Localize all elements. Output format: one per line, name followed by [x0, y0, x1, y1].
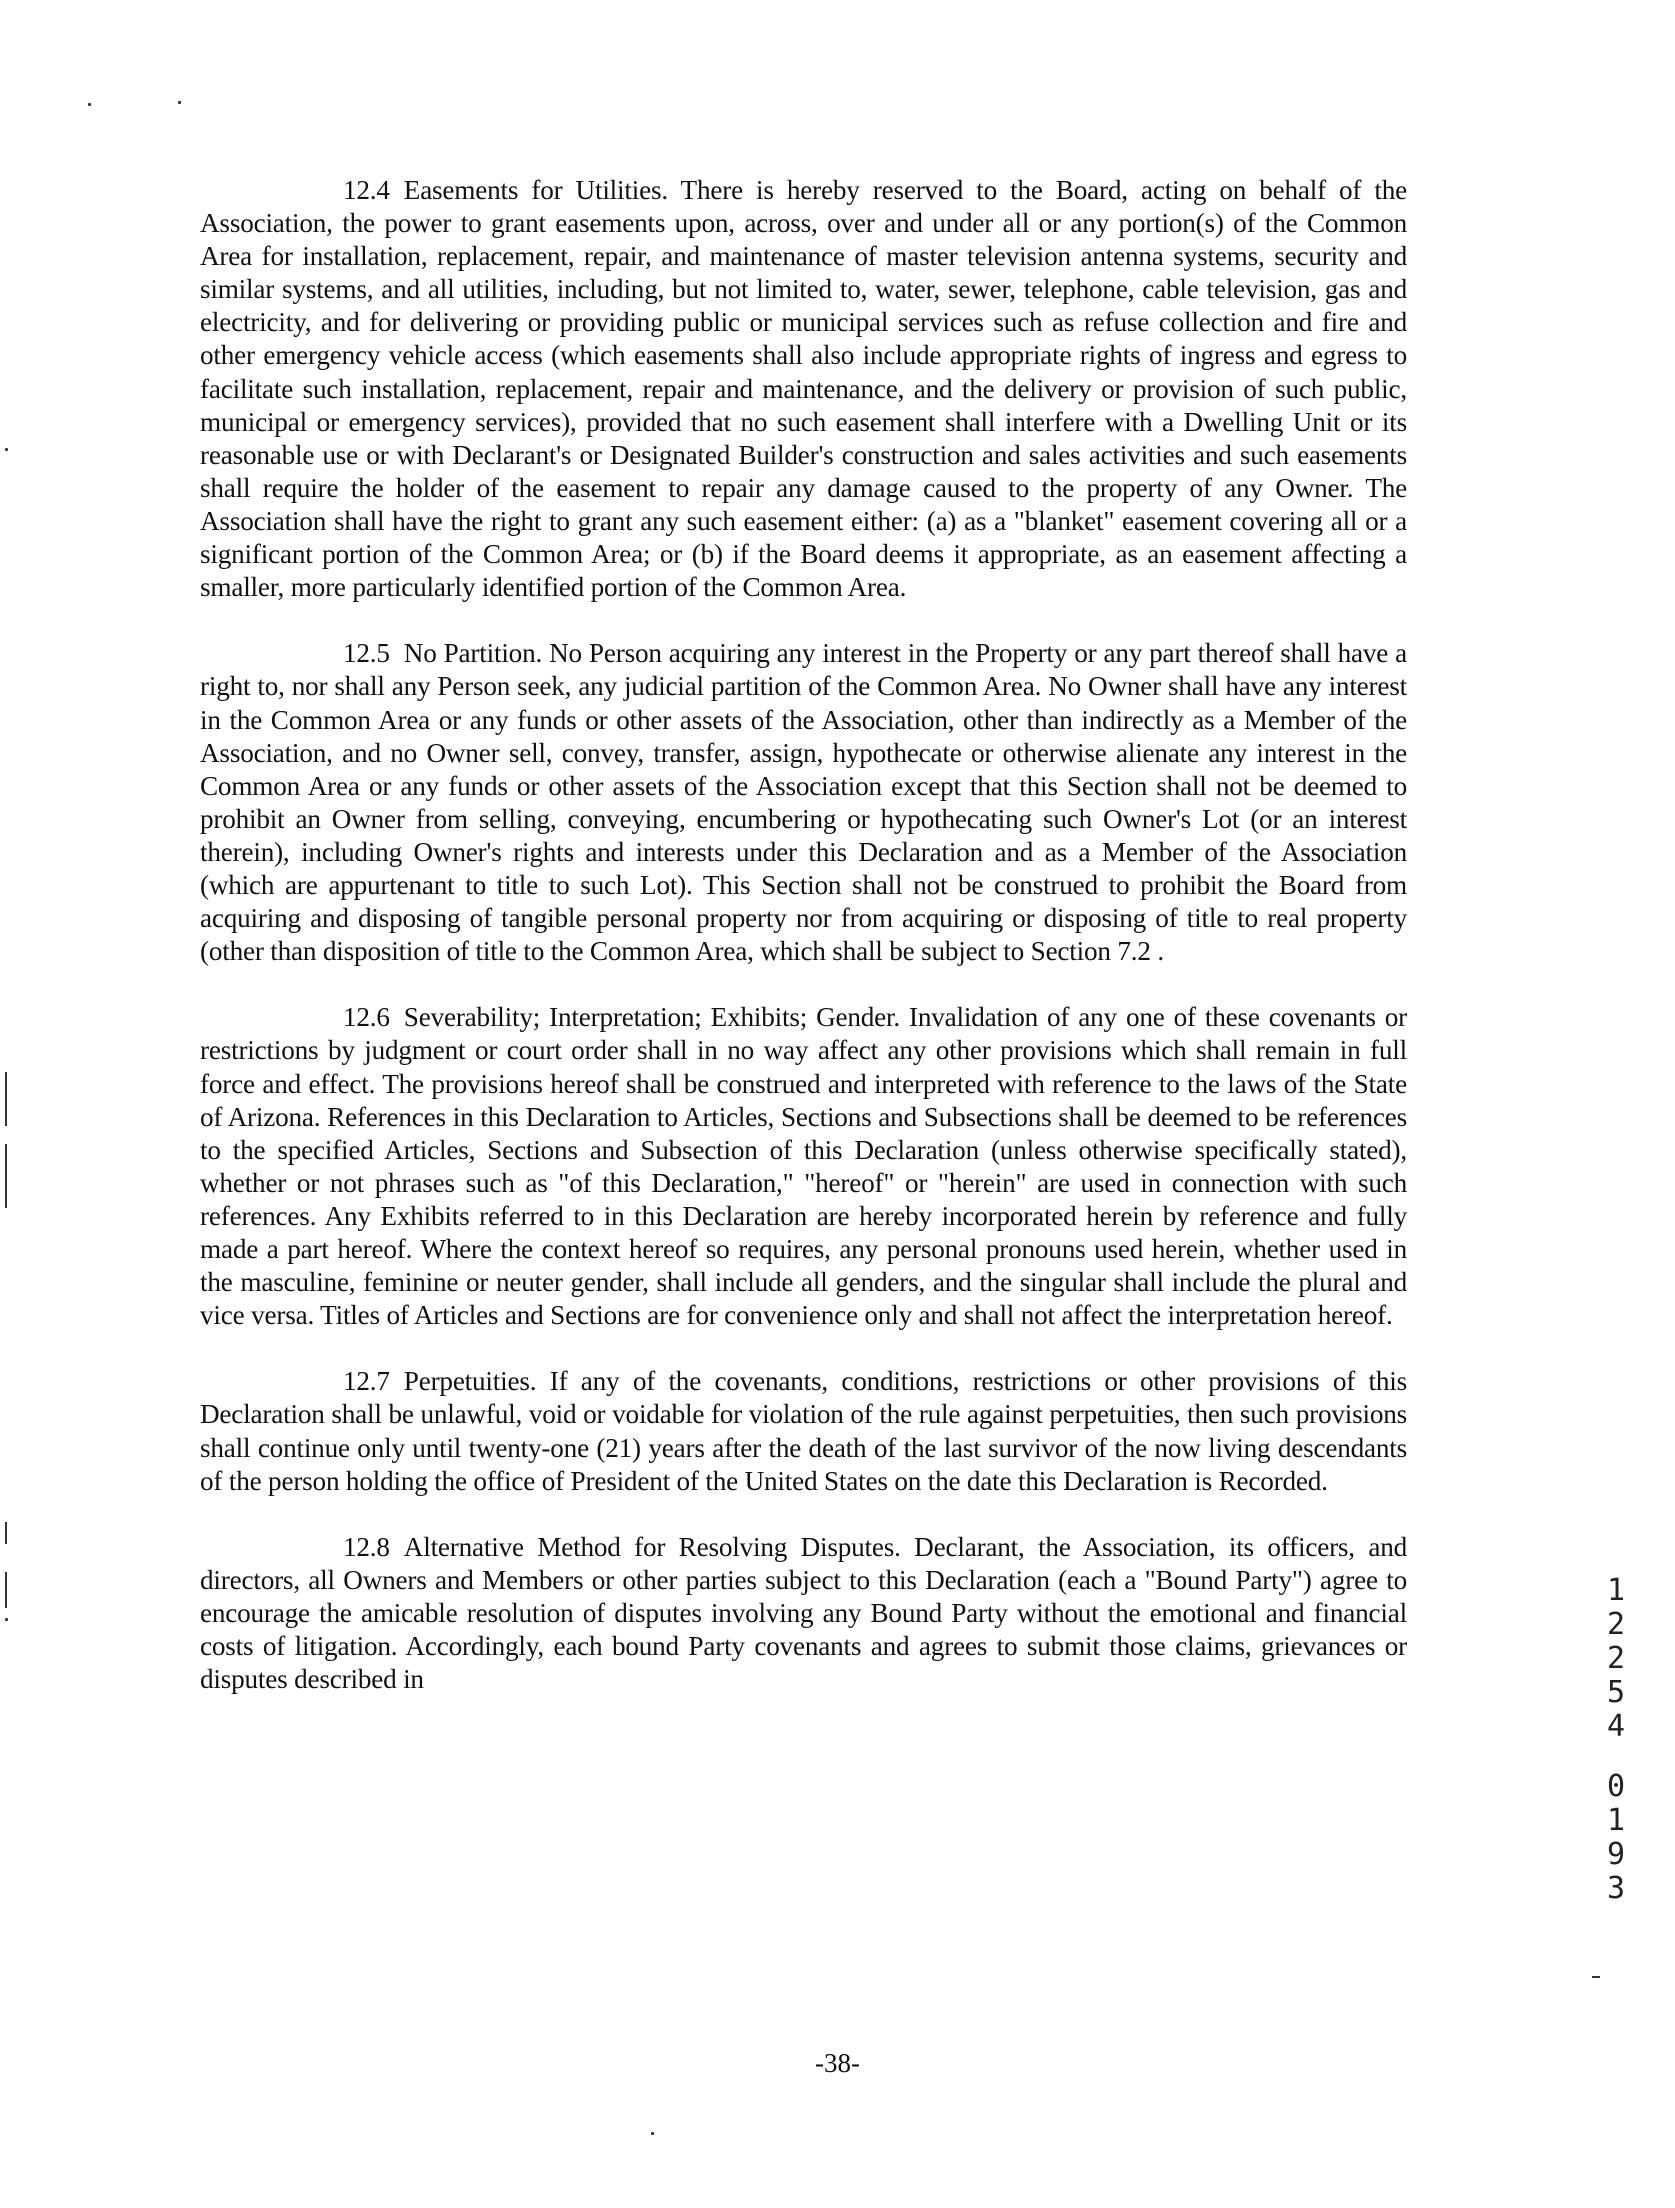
- section-12-6-paragraph: [200, 1001, 1407, 1332]
- recording-digit: 1: [1606, 1573, 1626, 1608]
- section-text: Severability; Interpretation; Exhibits; Gender. Invalidation of any one of these covenants or restrictions by judgment or court order shall in no way affect any other provisions which shall remain in full force and effect. The provisions hereof shall be construed and interpreted with reference to the laws of the State of Arizona. References in this Declaration to Articles, Sections and Subsections shall be deemed to be references to the specified Articles, Sections and Subsection of this Declaration (unless otherwise specifically stated), whether or not phrases such as "of this Declaration," "hereof" or "herein" are used in connection with such references. Any Exhibits referred to in this Declaration are hereby incorporated herein by reference and fully made a part hereof. Where the context hereof so requires, any personal pronouns used herein, whether used in the masculine, feminine or neuter gender, shall include all genders, and the singular shall include the plural and vice versa. Titles of Articles and Sections are for convenience only and shall not affect the interpretation hereof.: [200, 1002, 1407, 1331]
- recording-digit: 5: [1606, 1675, 1626, 1710]
- scan-speck: [88, 103, 91, 106]
- section-text: Perpetuities. If any of the covenants, conditions, restrictions or other provisions of this Declaration shall be unlawful, void or voidable for violation of the rule against perpetuities, then such provisions shall continue only until twenty-one (21) years after the death of the last survivor of the now living descendants of the person holding the office of President of the United States on the date this Declaration is Recorded.: [200, 1366, 1407, 1496]
- section-12-4-paragraph: [200, 174, 1407, 604]
- section-text: Alternative Method for Resolving Disputes. Declarant, the Association, its officers, and directors, all Owners and Members or other parties subject to this Declaration (each a "Bound Party") agree to encourage the amicable resolution of disputes involving any Bound Party without the emotional and financial costs of litigation. Accordingly, each bound Party covenants and agrees to submit those claims, grievances or disputes described in: [200, 1531, 1407, 1695]
- recording-digit: 4: [1606, 1709, 1626, 1744]
- scan-margin-line: [5, 1144, 7, 1208]
- section-number: 12.6: [343, 1002, 390, 1033]
- recording-digit: 3: [1606, 1871, 1626, 1906]
- section-number: 12.7: [343, 1366, 390, 1397]
- recording-digit: 0: [1606, 1769, 1626, 1804]
- section-text: Easements for Utilities. There is hereby reserved to the Board, acting on behalf of the Association, the power to grant easements upon, across, over and under all or any portion(s) of the Common Area for installation, replacement, repair, and maintenance of master television antenna systems, security and similar systems, and all utilities, including, but not limited to, water, sewer, telephone, cable television, gas and electricity, and for delivering or providing public or municipal services such as refuse collection and fire and other emergency vehicle access (which easements shall also include appropriate rights of ingress and egress to facilitate such installation, replacement, repair and maintenance, and the delivery or provision of such public, municipal or emergency services), provided that no such easement shall interfere with a Dwelling Unit or its reasonable use or with Declarant's or Designated Builder's construction and sales activities and such easements shall require the holder of the easement to repair any damage caused to the property of any Owner. The Association shall have the right to grant any such easement either: (a) as a "blanket" easement covering all or a significant portion of the Common Area; or (b) if the Board deems it appropriate, as an easement affecting a smaller, more particularly identified portion of the Common Area.: [200, 175, 1407, 603]
- recording-digit: 1: [1606, 1803, 1626, 1838]
- section-number: 12.4: [343, 175, 390, 205]
- recording-digit: 2: [1606, 1641, 1626, 1676]
- scan-margin-line: [5, 1522, 7, 1544]
- scan-speck: [1592, 1976, 1600, 1978]
- section-12-5-paragraph: [200, 637, 1407, 968]
- recording-number-bottom: [1596, 1770, 1636, 1906]
- section-12-7-paragraph: [200, 1365, 1407, 1497]
- recording-number-top: [1596, 1574, 1636, 1744]
- scan-speck: [5, 1618, 8, 1621]
- page-number: -38-: [815, 2048, 860, 2078]
- scan-margin-line: [5, 1072, 7, 1126]
- scan-margin-line: [5, 1572, 7, 1608]
- section-12-8-paragraph: [200, 1531, 1407, 1696]
- recording-digit: 9: [1606, 1837, 1626, 1872]
- section-number: 12.5: [343, 638, 390, 669]
- section-number: 12.8: [343, 1531, 390, 1562]
- scan-speck: [651, 2132, 654, 2135]
- document-body: [200, 174, 1407, 1729]
- scan-speck: [178, 101, 181, 104]
- recording-digit: 2: [1606, 1607, 1626, 1642]
- section-text: No Partition. No Person acquiring any interest in the Property or any part thereof shall have a right to, nor shall any Person seek, any judicial partition of the Common Area. No Owner shall have any interest in the Common Area or any funds or other assets of the Association, other than indirectly as a Member of the Association, and no Owner sell, convey, transfer, assign, hypothecate or otherwise alienate any interest in the Common Area or any funds or other assets of the Association except that this Section shall not be deemed to prohibit an Owner from selling, conveying, encumbering or hypothecating such Owner's Lot (or an interest therein), including Owner's rights and interests under this Declaration and as a Member of the Association (which are appurtenant to title to such Lot). This Section shall not be construed to prohibit the Board from acquiring and disposing of tangible personal property nor from acquiring or disposing of title to real property (other than disposition of title to the Common Area, which shall be subject to Section 7.2 .: [200, 638, 1407, 967]
- scan-speck: [5, 448, 8, 451]
